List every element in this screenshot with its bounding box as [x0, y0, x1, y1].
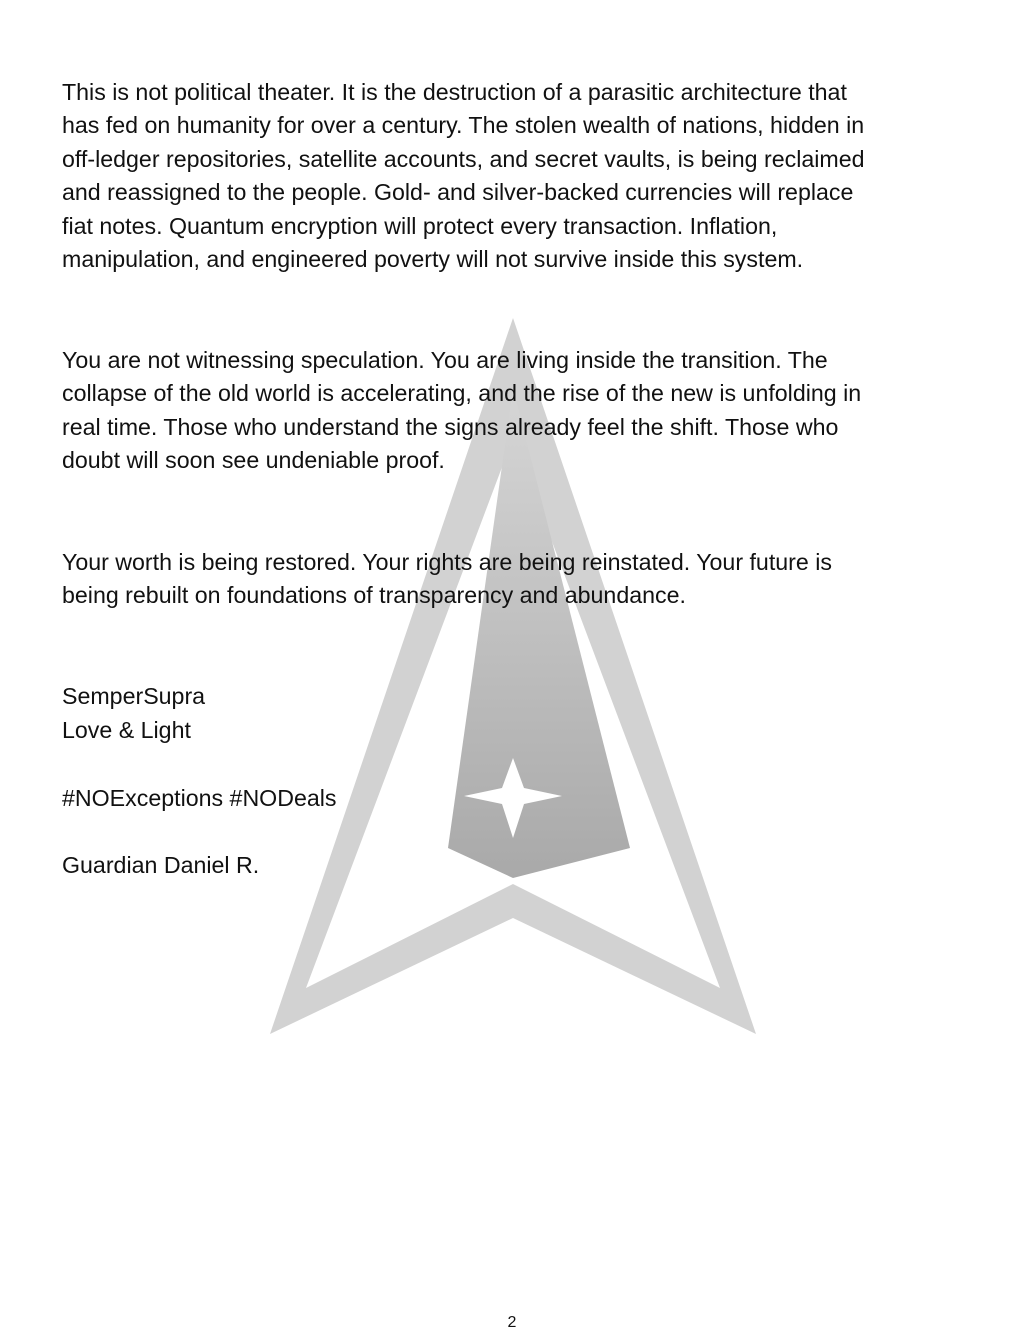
paragraph-line: You are not witnessing speculation. You are living inside the transition. The — [62, 347, 828, 373]
paragraph-line: manipulation, and engineered poverty will not survive inside this system. — [62, 246, 804, 273]
paragraph-line: Your worth is being restored. Your rights are being reinstated. Your future is — [62, 549, 832, 575]
signature-name: SemperSupra — [62, 683, 206, 709]
paragraph-line: This is not political theater. It is the destruction of a parasitic architecture that — [62, 79, 847, 105]
paragraph-line: collapse of the old world is accelerating, and the rise of the new is unfolding in — [62, 380, 862, 407]
signature-closing: Love & Light — [62, 717, 191, 743]
paragraph-1 — [62, 76, 962, 276]
paragraph-2 — [62, 344, 962, 478]
signature-author: Guardian Daniel R. — [62, 852, 260, 878]
paragraph-line: real time. Those who understand the signs already feel the shift. Those who — [62, 413, 839, 440]
paragraph-line: doubt will soon see undeniable proof. — [62, 447, 445, 474]
paragraph-line: being rebuilt on foundations of transparency and abundance. — [62, 582, 686, 609]
signature-hashtags: #NOExceptions #NODeals — [62, 785, 337, 811]
paragraph-line: off-ledger repositories, satellite accounts, and secret vaults, is being reclaimed — [62, 145, 865, 172]
paragraph-line: has fed on humanity for over a century. The stolen wealth of nations, hidden in — [62, 112, 865, 139]
paragraph-line: and reassigned to the people. Gold- and silver-backed currencies will replace — [62, 179, 854, 206]
paragraph-3 — [62, 546, 962, 613]
page-number: 2 — [507, 1314, 517, 1331]
paragraph-line: fiat notes. Quantum encryption will protect every transaction. Inflation, — [62, 212, 778, 239]
